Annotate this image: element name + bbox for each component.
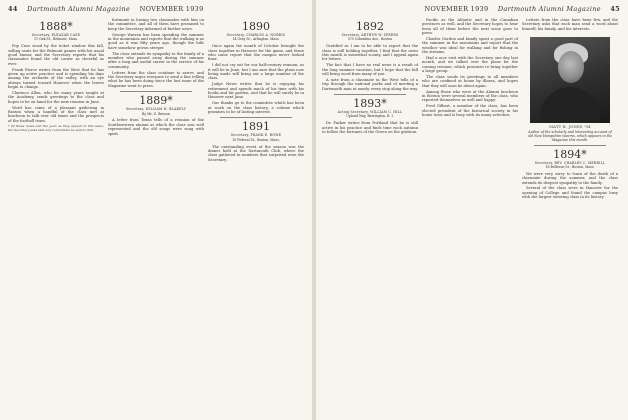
paragraph: Once again the month of October brought the class together in Hanover for the game, and those who came report that the campus never looked finer. [208,44,304,62]
magazine-title: Dartmouth Alumni Magazine [497,5,601,13]
paragraph: Dr. Parker writes from Portland that he is still active in his practice and finds time each autumn to follow the fortunes of the Green on the gridiron. [322,121,418,134]
secretary-address: 10 Federal St., Boston, Mass. [232,137,280,142]
secretary-address: Upland Way, Barrington, R. I. [346,114,394,119]
paragraph: Among those who were at the Alumni luncheon in Boston were several members of the class, who reported themselves as well and happy. [422,89,518,103]
paragraph: Letters from the class continue to arrive, and the Secretary urges everyone to send a line telling what he has been doing since the last issue of the Magazine went to press. [108,70,204,88]
paragraph: The outstanding event of the season was the dinner held at the Dartmouth Club, where the class gathered in numbers that surprised even the Secretary. [208,144,304,162]
section-divider [534,145,606,146]
paragraph: The class extends its sympathy to the family of a member who passed away during the summer after a long and useful career in the service of his community. [108,51,204,69]
paragraph: We were very sorry to learn of the death of a classmate during the summer, and the class extends its deepest sympathy to the family. [522,171,618,185]
text-column [522,18,618,416]
class-year-heading: 1888* [39,20,73,33]
left-page-header [8,5,204,13]
paragraph: Our thanks go to the committee which has been at work on the class history, a volume which promises to be of lasting interest. [208,101,304,114]
portrait-face [558,51,584,83]
secretary-address: 16 Bellevue St., Boston, Mass. [545,165,595,170]
photo-caption-name: MATT B. JONES '94 [549,125,591,130]
section-divider [120,91,192,92]
portrait-coat [540,87,600,123]
section-divider [334,94,406,95]
secretary-name: Secretary, ARTHUR W. SPEERS [341,33,399,37]
paragraph: Judge Howe writes that he is enjoying his retirement and spends much of his time with his books and his garden, and that he will surely be in Hanover next June. [208,82,304,100]
class-year-heading: 1889* [139,94,173,108]
paragraph: Letters from the class have been few, and the Secretary asks that each man send a word about himself, his family, and his interests. [522,18,618,31]
portrait-photo [530,37,610,123]
secretary-address: 575 Columbus Ave., Boston [347,37,393,42]
secretary-name: Secretary, WILLIAM H. BLAKELY [125,107,187,112]
paragraph: George Warren has been spending the summer in the mountains and reports that the walking is as good as it was fifty years ago, though the hills have somehow grown steeper. [108,32,204,50]
paragraph: Fred Gilbert, a member of the class, has been elected president of the historical society in his home town and is busy with its many activities. [422,104,518,117]
paragraph: I did not cry out for our half-century reunion, as it will be in June, but I am sure that the plans now being made will bring out a large number of the class. [208,63,304,81]
class-year-heading: 1894* [553,147,587,161]
paragraph: A note from a classmate in the West tells of a trip through the national parks and of meeting a Dartmouth man at nearly every stop along the way. [322,77,418,91]
text-column [8,18,104,416]
secretary-name: Secretary, FRANK E. ROWE [230,133,282,138]
secretary-name: Secretary, REV. CHARLES C. MERRILL [534,160,606,165]
secretary-name: Secretary, ELEAZAR CASE [31,33,81,37]
text-column [322,18,418,416]
paragraph: fortunate in having two classmates with him on the committee, and all of them have promised to keep the Secretary informed of further news. [108,18,204,31]
right-page-header [424,5,620,13]
secretary-address: 11 Oak St., Belmont, Mass. [33,37,79,42]
secretary-name: Acting Secretary, WILLIAM C. HILL [337,110,403,114]
secretary-name: Secretary, CHARLES A. NORRIS [226,33,286,37]
class-year-heading: 1892 [356,20,384,33]
issue-date: NOVEMBER 1939 [424,5,489,13]
paragraph: The class sends its greetings to all members who are confined at home by illness, and hopes that they will soon be about again. [422,75,518,88]
photo-caption: Author of the scholarly and interesting account of old New Hampshire taverns, which appears in the Magazine this month. [527,129,613,142]
paragraph: Word has come of a pleasant gathering in Boston when a handful of the class met at luncheon to talk over old times and the prospects of the football team. [8,105,104,123]
text-column [208,18,304,416]
paragraph: Frank Pierce writes from the West that he has given up active practice and is spending his days among the orchards of the valley, with an eye always turned toward Hanover when the leaves begin to change. [8,67,104,90]
paragraph: Pacific as the Atlantic and in the Canadian provinces as well, and the Secretary hopes to hear from all of them before the next issue goes to press. [422,18,518,36]
page-number: 44 [8,5,18,13]
paragraph: Pop Case stood by the ticket window this fall, selling seats for the Belmont games with his usual good humor, and the Secretary reports that his classmates found the old corner as cheerful as ever. [8,44,104,66]
class-year-heading: 1890 [242,20,270,33]
paragraph: Had a nice visit with the Secretary one day last month, and we talked over the plans for the coming reunion, which promises to bring together a large group. [422,56,518,74]
secretary-address: By Mr. G. Benson [142,111,170,116]
secretary-address: 14 Gray St., Arlington, Mass. [232,37,280,42]
class-year-heading: 1891 [242,120,270,134]
paragraph: Charles Gordon and family spent a good part of the summer in the mountains and report that the weather was ideal for walking and for fishing in the streams. [422,37,518,55]
paragraph: Several of the class were in Hanover for the opening of College and found the campus busy with the largest entering class in its history. [522,186,618,200]
magazine-title: Dartmouth Alumni Magazine [27,5,131,13]
paragraph: Gratified as I am to be able to report that the class is still holding together, I find that the news this month is somewhat scanty, and I appeal again for letters. [322,44,418,62]
page-number: 45 [610,5,620,13]
paragraph: Clarence Allen, who for many years taught at the Academy, sends greetings to the class and hopes to be on hand for the next reunion in June. [8,91,104,104]
paragraph: A letter from Texas tells of a reunion of the Southwestern alumni at which the class was well represented and the old songs were sung with spirit. [108,118,204,136]
text-column [108,18,204,416]
paragraph: The fact that I have no real news is a result of the long summer vacation, but I hope that the fall will bring word from many of you. [322,63,418,76]
text-column [422,18,518,416]
class-year-heading: 1893* [353,97,387,110]
section-divider [220,117,292,118]
issue-date: NOVEMBER 1939 [139,5,204,13]
footnote: * Of these notes and the year, as they appear in this issue, the Secretary asks that any corrections be sent to him. [8,124,104,133]
